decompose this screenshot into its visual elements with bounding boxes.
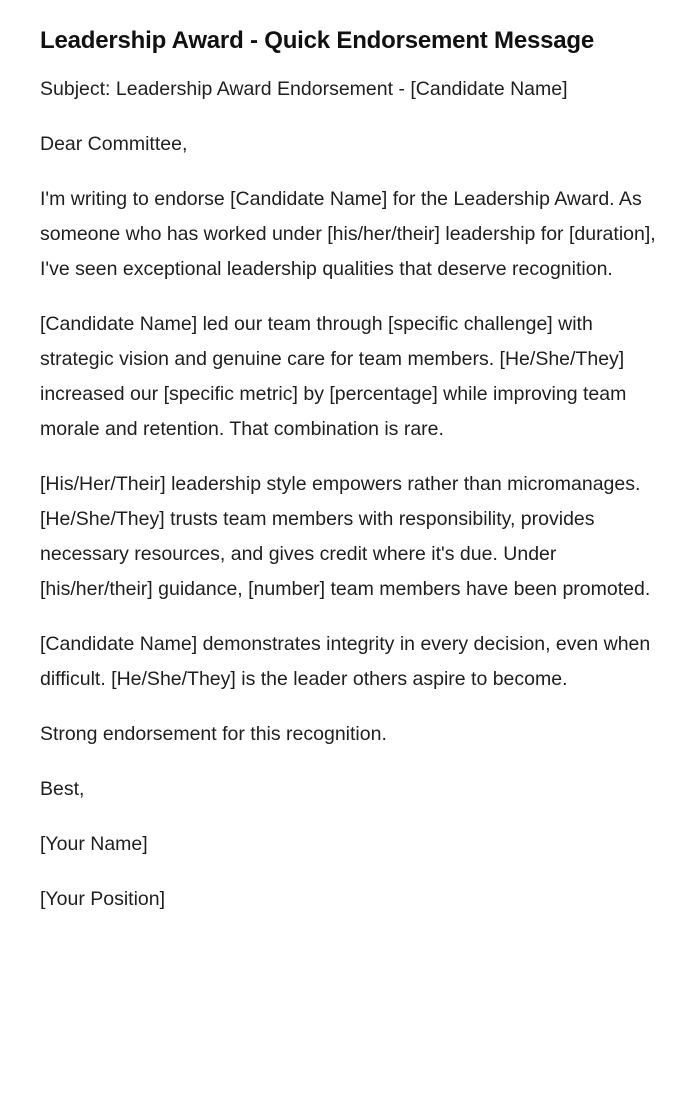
signature-position: [Your Position] [40,888,166,910]
subject-line: Subject: Leadership Award Endorsement - [Candidate Name] [40,78,568,100]
body-paragraph-endorsement: Strong endorsement for this recognition. [40,723,387,745]
body-paragraph-style: [His/Her/Their] leadership style empowers rather than micromanages. [He/She/They] trusts team members with responsibility, provides necessary resources, and gives credit where it's due. Under [his/her/their] guidance, [number] team members have been promoted. [40,473,651,600]
body-paragraph-intro: I'm writing to endorse [Candidate Name] for the Leadership Award. As someone who has worked under [his/her/their] leadership for [duration], I've seen exceptional leadership qualities that deserve recognition. [40,188,656,280]
signature-name: [Your Name] [40,833,148,855]
salutation: Dear Committee, [40,133,188,155]
closing: Best, [40,778,85,800]
body-paragraph-integrity: [Candidate Name] demonstrates integrity in every decision, even when difficult. [He/She/They] is the leader others aspire to become. [40,633,651,690]
body-paragraph-achievements: [Candidate Name] led our team through [specific challenge] with strategic vision and genuine care for team members. [He/She/They] increased our [specific metric] by [percentage] while improving team morale and retention. That combination is rare. [40,313,627,440]
document-title: Leadership Award - Quick Endorsement Message [40,27,595,54]
